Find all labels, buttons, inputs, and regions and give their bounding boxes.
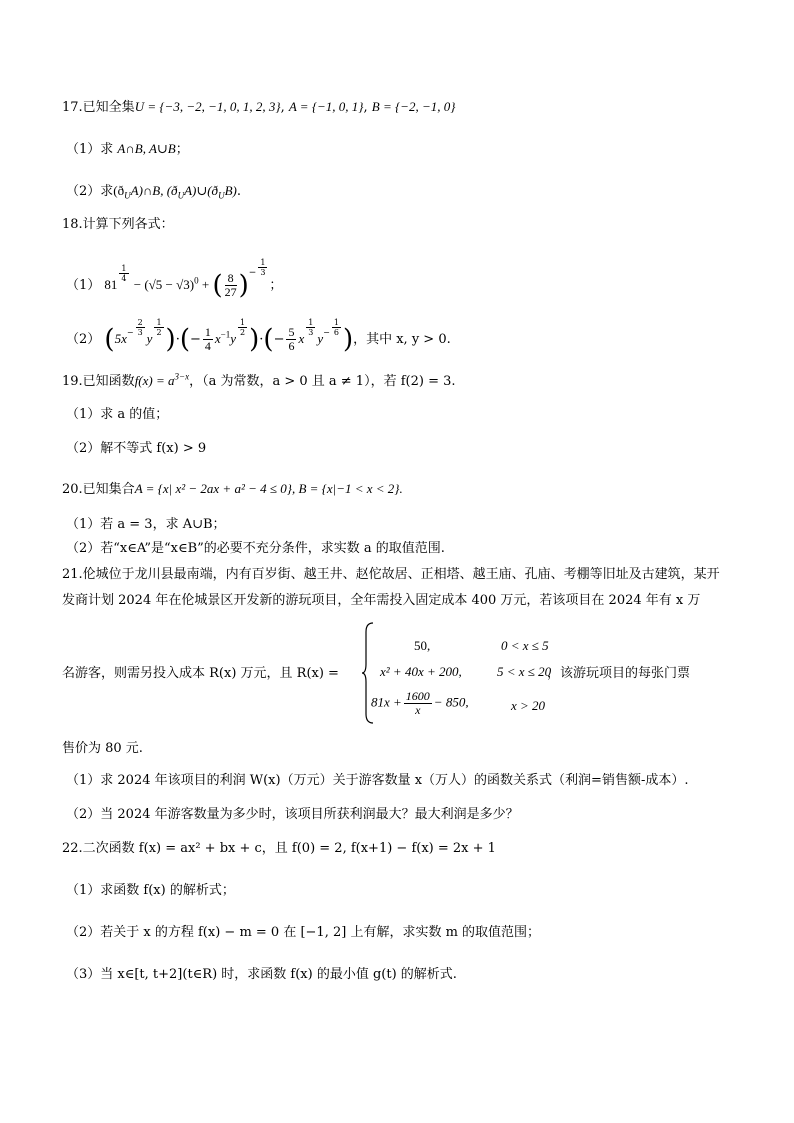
set-u: U = {−3, −2, −1, 0, 1, 2, 3} (134, 99, 281, 114)
case3-cond: x > 20 (511, 698, 546, 713)
q19-part1: （1）求 a 的值； (66, 407, 169, 422)
q21-line3: 名游客，则需另投入成本 R(x) 万元，且 R(x) = ，该游玩项目的每张门票 (62, 666, 690, 681)
q19-stem: 19.已知函数$f(x) = a^{3-x}$，（a 为常数，a > 0 且 a ≠ 1），若 f(2) = 3. (62, 371, 456, 389)
case3-expr: 81x + $\frac{1600}{x}$ − 850, (371, 689, 469, 717)
case2-expr: x² + 40x + 200, (380, 664, 462, 679)
q20-part2: （2）若“x∈A”是“x∈B”的必要不充分条件，求实数 a 的取值范围. (66, 541, 445, 556)
q17-stem: 17.已知全集U = {−3, −2, −1, 0, 1, 2, 3}, A = {−1, 0, 1}, B = {−2, −1, 0} (62, 99, 456, 115)
case2-cond: 5 < x ≤ 20 (497, 664, 552, 679)
q17-part2: （2）求$(ð_UA)\cap B$, $(ð_UA)\cup(ð_UB)$. (66, 183, 241, 201)
q21-line2: 发商计划 2024 年在伦城景区开发新的游玩项目，全年需投入固定成本 400 万元，若该项目在 2024 年有 x 万 (62, 593, 701, 608)
q21-line1: 21.伦城位于龙川县最南端，内有百岁街、越王井、赵佗故居、正相塔、越王庙、孔庙、考棚等旧址及古建筑，某开 (62, 567, 720, 582)
q17-part1: （1）求 A∩B, A∪B； (66, 141, 189, 157)
q22-part3: （3）当 x∈[t, t+2](t∈R) 时，求函数 f(x) 的最小值 g(t) 的解析式. (66, 967, 457, 982)
q20-part1: （1）若 a = 3，求 A∪B； (66, 517, 226, 532)
q22-part2: （2）若关于 x 的方程 f(x) − m = 0 在 [−1, 2] 上有解，求实数 m 的取值范围； (66, 925, 541, 940)
q20-stem: 20.已知集合A = {x| x² − 2ax + a² − 4 ≤ 0}, B = {x|−1 < x < 2}. (62, 481, 403, 497)
q21-part2: （2）当 2024 年游客数量为多少时，该项目所获利润最大？最大利润是多少？ (66, 807, 519, 822)
q22-stem: 22.二次函数 f(x) = ax² + bx + c，且 f(0) = 2, f(x+1) − f(x) = 2x + 1 (62, 841, 496, 856)
case1-cond: 0 < x ≤ 5 (501, 638, 549, 653)
q21-line4: 售价为 80 元. (62, 741, 143, 756)
set-a: A = {−1, 0, 1} (288, 99, 364, 114)
case1-expr: 50, (414, 638, 431, 653)
q18-part2: （2） (5x− $\frac{2}{3}$ y $\frac{1}{2}$ )·(− $\frac{1}{4}$ $x^{-1}y$ $\frac{1}{2}$ )·(− $\frac{5}{6}$ x $\frac{1}{3}$ y− $\frac{1}{6}$ )，其中 x, y > 0. (66, 318, 451, 355)
q18-stem: 18.计算下列各式： (62, 217, 174, 232)
q18-part1: （1） 81 $\frac{1}{4}$ − $(√5 - √3)^0$ + ( $\frac{8}{27}$ )− $\frac{1}{3}$ ； (66, 258, 283, 301)
q19-part2: （2）解不等式 f(x) > 9 (66, 441, 207, 456)
q22-part1: （1）求函数 f(x) 的解析式； (66, 883, 235, 898)
q21-part1: （1）求 2024 年该项目的利润 W(x)（万元）关于游客数量 x（万人）的函数关系式（利润=销售额-成本）. (66, 773, 689, 788)
set-b: B = {−2, −1, 0} (371, 99, 456, 114)
